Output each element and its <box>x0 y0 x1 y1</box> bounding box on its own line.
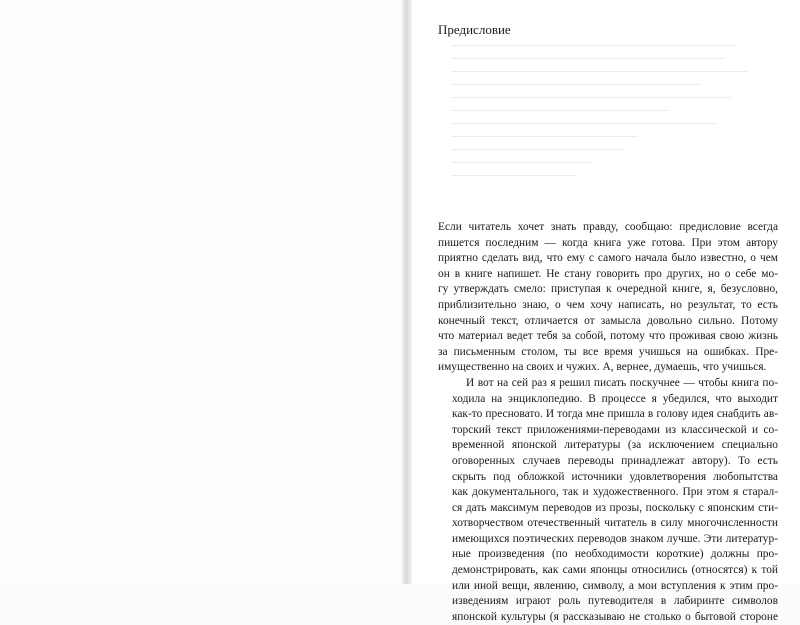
text-line: имеющихся поэтических переводов знаком лучше. Эти литератур- <box>452 532 778 545</box>
book-gutter <box>402 0 412 584</box>
text-line: гу утверждать смело: приступая к очередной книге, я, безусловно, <box>438 283 778 296</box>
text-line: хотворчеством отечественный читатель в силу многочисленности <box>452 517 778 530</box>
text-line: ся дать максимум переводов из прозы, поскольку с японским сти- <box>452 501 778 514</box>
text-line: он в книге напишет. Не стану говорить про других, но о себе мо- <box>438 267 778 280</box>
text-line: что материал ведет тебя за собой, потому что проживая свою жизнь <box>438 330 778 343</box>
text-line: демонстрировать, как сами японцы относились (относятся) к той <box>452 564 778 577</box>
text-line: временной японской литературы (за исключением специально <box>452 439 778 452</box>
text-line: пишется последним — когда книга уже готова. При этом автору <box>438 236 778 249</box>
text-line: приблизительно знаю, о чем хочу написать, но результат, то есть <box>438 298 778 311</box>
text-line: за письменным столом, ты все время учишься на ошибках. Пре- <box>438 345 778 358</box>
text-line: имущественно на своих и чужих. А, вернее, думаешь, что учишься. <box>438 361 767 374</box>
text-line: ные произведения (по необходимости короткие) должны про- <box>452 548 778 561</box>
running-head: Предисловие <box>438 22 511 37</box>
text-line: приятно сделать вид, что ему с самого начала было известно, о чем <box>438 252 778 265</box>
text-line: скрыть под обложкой источники удовлетворения любопытства <box>452 470 778 483</box>
text-line: как-то пресновато. И тогда мне пришла в голову идея снабдить ав- <box>452 408 778 421</box>
text-line: Если читатель хочет знать правду, сообщаю: предисловие всегда <box>438 221 778 233</box>
paragraph <box>438 220 778 376</box>
show-through-artifact <box>210 300 400 560</box>
text-line: японской культуры (я рассказываю не столько о бытовой стороне <box>452 610 778 623</box>
text-line: изведениям играют роль путеводителя в лабиринте символов <box>452 595 778 608</box>
show-through-lines <box>452 45 762 215</box>
right-page <box>412 0 800 623</box>
text-line: ходила на энциклопедию. В процессе я убедился, что выходит <box>452 392 778 405</box>
text-line: торский текст приложениями-переводами из классической и со- <box>452 423 778 436</box>
preface-body <box>438 220 778 625</box>
text-line: конечный текст, отличается от замысла довольно сильно. Потому <box>438 314 778 327</box>
text-line: или иной вещи, явлению, символу, а мои вступления к этим про- <box>452 579 778 592</box>
text-line: как документального, так и художественного. При этом я старал- <box>452 486 778 499</box>
paragraph <box>438 376 778 625</box>
left-page-blank <box>0 0 405 584</box>
text-line: И вот на сей раз я решил писать поскучнее — чтобы книга по- <box>466 376 778 389</box>
text-line: оговоренных случаев переводы принадлежат автору). То есть <box>452 454 778 467</box>
